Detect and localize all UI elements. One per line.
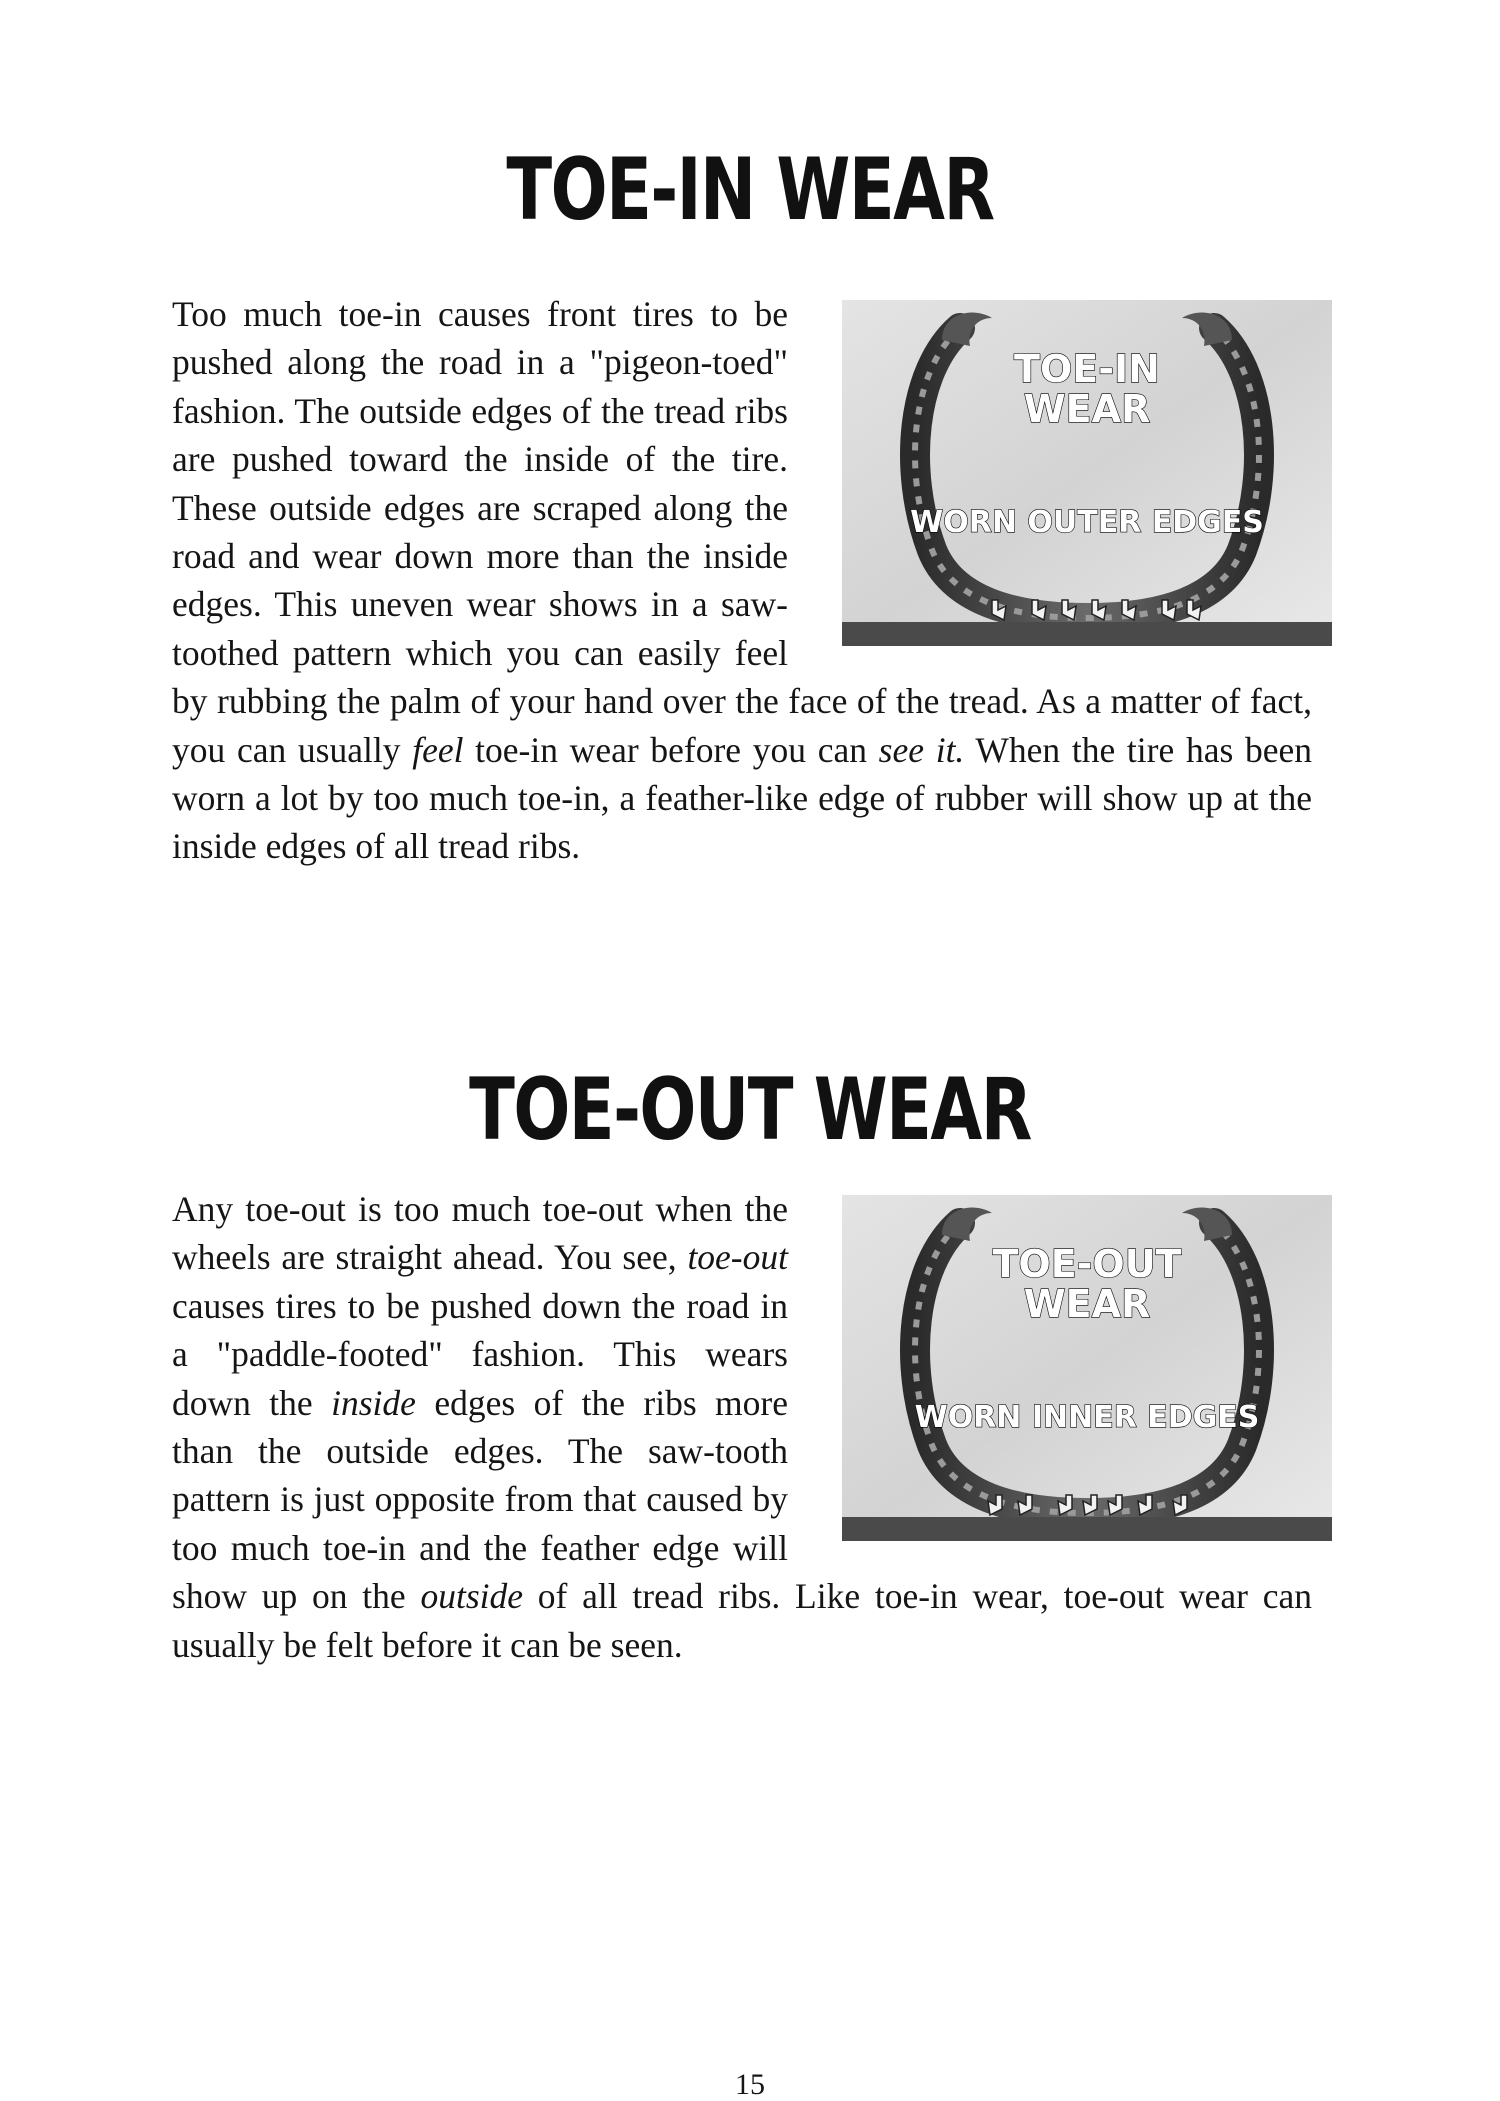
figure-label-top-line1: TOE-OUT: [992, 1242, 1182, 1286]
paragraph-text: When the tire has been worn a lot by too much toe-in, a feather-like edge of rubber will show up at the inside edges of all tread ribs.: [172, 729, 1312, 867]
emphasis-text: feel: [412, 729, 464, 770]
emphasis-text: see it.: [878, 729, 965, 770]
figure-label-top-line2: WEAR: [1023, 387, 1151, 431]
paragraph-text: causes tires to be pushed down the road in a "paddle-footed" fashion. This wears down the: [172, 1285, 788, 1423]
figure-toe-in-wear: [842, 300, 1332, 646]
figure-label-top-line2: WEAR: [1023, 1282, 1151, 1326]
section-heading-toe-in: TOE-IN WEAR: [506, 140, 994, 240]
figure-label-bottom: WORN OUTER EDGES: [910, 505, 1264, 540]
road-surface: [842, 1517, 1332, 1541]
emphasis-text: inside: [331, 1382, 416, 1423]
figure-toe-out-wear: [842, 1195, 1332, 1541]
paragraph-text: of all tread ribs. Like toe-in wear, toe-out wear can usually be felt before it can be seen.: [172, 1576, 1313, 1665]
emphasis-text: outside: [420, 1576, 524, 1617]
emphasis-text: toe-out: [687, 1237, 788, 1278]
road-surface: [842, 622, 1332, 646]
section-body-toe-out: [172, 1185, 1312, 1669]
tire-cross-section-illustration: [842, 300, 1332, 646]
figure-label-top-line1: TOE-IN: [1014, 347, 1160, 391]
paragraph-text: Any toe-out is too much toe-out when the wheels are straight ahead. You see,: [172, 1189, 788, 1278]
paragraph-text: toe-in wear before you can: [463, 729, 879, 770]
paragraph-text: Too much toe-in causes front tires to be pushed along the road in a "pigeon-toed" fashion. The outside edges of the tread ribs are pushed toward the inside of the tire. These outside edges are scraped along the road and wear down more than the inside edges. This uneven wear shows in a saw-toothed pattern which you can easily feel by rubbing the palm of your hand over the face of the tread. As a matter of fact, you can usually: [172, 294, 1312, 770]
section-body-toe-in: [172, 290, 1312, 871]
figure-label-bottom: WORN INNER EDGES: [914, 1400, 1260, 1435]
paragraph-text: edges of the ribs more than the outside edges. The saw-tooth pattern is just opposite from that caused by too much toe-in and the feather edge will show up on the: [172, 1382, 788, 1617]
tire-cross-section-illustration: [842, 1195, 1332, 1541]
section-heading-toe-out: TOE-OUT WEAR: [469, 1060, 1031, 1160]
page-number: 15: [735, 2068, 765, 2101]
